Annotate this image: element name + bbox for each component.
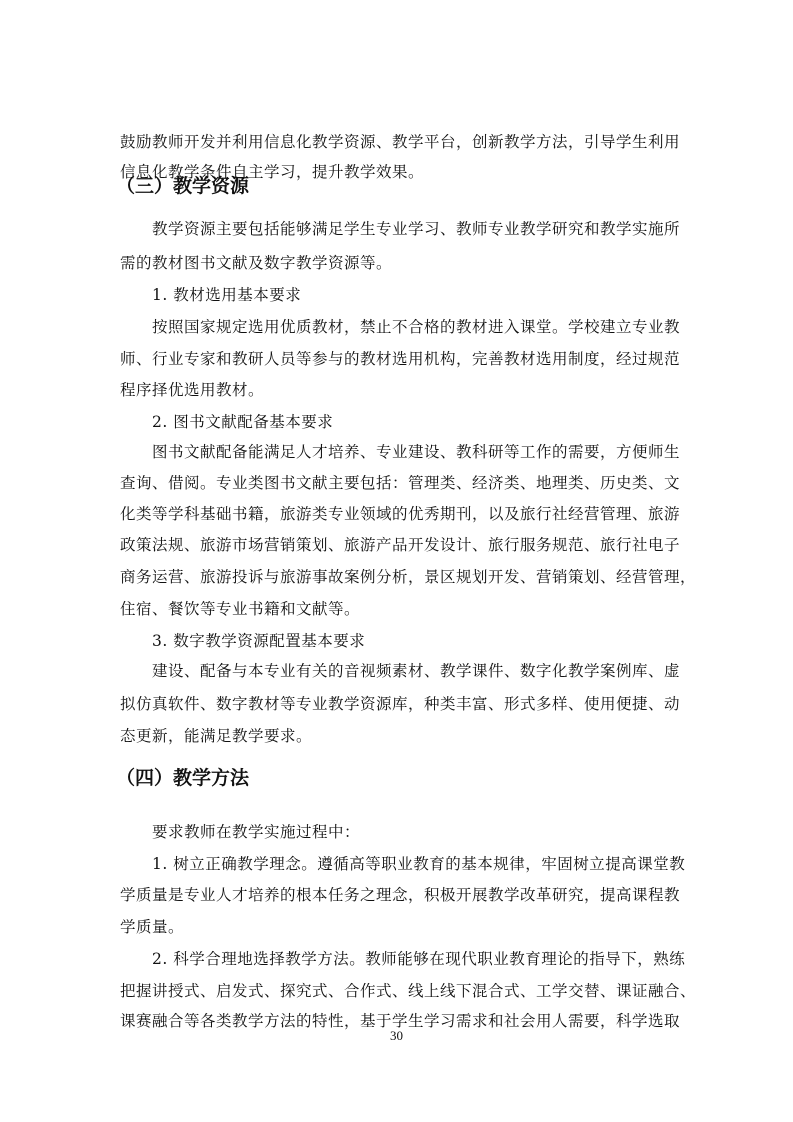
page-number: 30 (390, 1028, 403, 1043)
body-line: 住宿、餐饮等专业书籍和文献等。 (120, 600, 361, 618)
body-line: 教学资源主要包括能够满足学生专业学习、教师专业教学研究和教学实施所 (152, 220, 681, 238)
body-line: 图书文献配备能满足人才培养、专业建设、教科研等工作的需要，方便师生 (152, 443, 681, 461)
body-line: 2. 科学合理地选择教学方法。教师能够在现代职业教育理论的指导下，熟练 (152, 950, 686, 968)
body-line: 按照国家规定选用优质教材，禁止不合格的教材进入课堂。学校建立专业教 (152, 318, 681, 336)
body-line: 态更新，能满足教学要求。 (120, 727, 313, 745)
body-line: 政策法规、旅游市场营销策划、旅游产品开发设计、旅行服务规范、旅行社电子 (120, 536, 681, 554)
body-line: 1. 树立正确教学理念。遵循高等职业教育的基本规律，牢固树立提高课堂教 (152, 855, 686, 873)
body-line: 化类等学科基础书籍，旅游类专业领域的优秀期刊，以及旅行社经营管理、旅游 (120, 505, 681, 523)
body-line: 师、行业专家和教研人员等参与的教材选用机构，完善教材选用制度，经过规范 (120, 350, 681, 368)
body-line: 信息化教学条件自主学习，提升教学效果。 (120, 163, 425, 181)
subheading: 2. 图书文献配备基本要求 (152, 413, 334, 431)
body-line: 程序择优选用教材。 (120, 381, 265, 399)
subheading: 3. 数字教学资源配置基本要求 (152, 632, 366, 650)
body-line: 建设、配备与本专业有关的音视频素材、教学课件、数字化教学案例库、虚 (152, 662, 681, 680)
body-line: 把握讲授式、启发式、探究式、合作式、线上线下混合式、工学交替、课证融合、 (120, 982, 697, 1000)
body-line: 鼓励教师开发并利用信息化教学资源、教学平台，创新教学方法，引导学生利用 (120, 133, 681, 151)
section-heading-teaching-resources: （三）教学资源 (116, 175, 250, 197)
body-line: 要求教师在教学实施过程中： (152, 823, 361, 841)
section-heading-teaching-methods: （四）教学方法 (116, 767, 250, 789)
body-line: 查询、借阅。专业类图书文献主要包括：管理类、经济类、地理类、历史类、文 (120, 474, 681, 492)
body-line: 拟仿真软件、数字教材等专业教学资源库，种类丰富、形式多样、使用便捷、动 (120, 695, 681, 713)
body-line: 学质量。 (120, 918, 185, 936)
subheading: 1. 教材选用基本要求 (152, 286, 302, 304)
body-line: 课赛融合等各类教学方法的特性，基于学生学习需求和社会用人需要，科学选取 (120, 1012, 681, 1030)
body-line: 学质量是专业人才培养的根本任务之理念，积极开展教学改革研究，提高课程教 (120, 886, 681, 904)
body-line: 需的教材图书文献及数字教学资源等。 (120, 254, 393, 272)
body-line: 商务运营、旅游投诉与旅游事故案例分析，景区规划开发、营销策划、经营管理， (120, 568, 697, 586)
